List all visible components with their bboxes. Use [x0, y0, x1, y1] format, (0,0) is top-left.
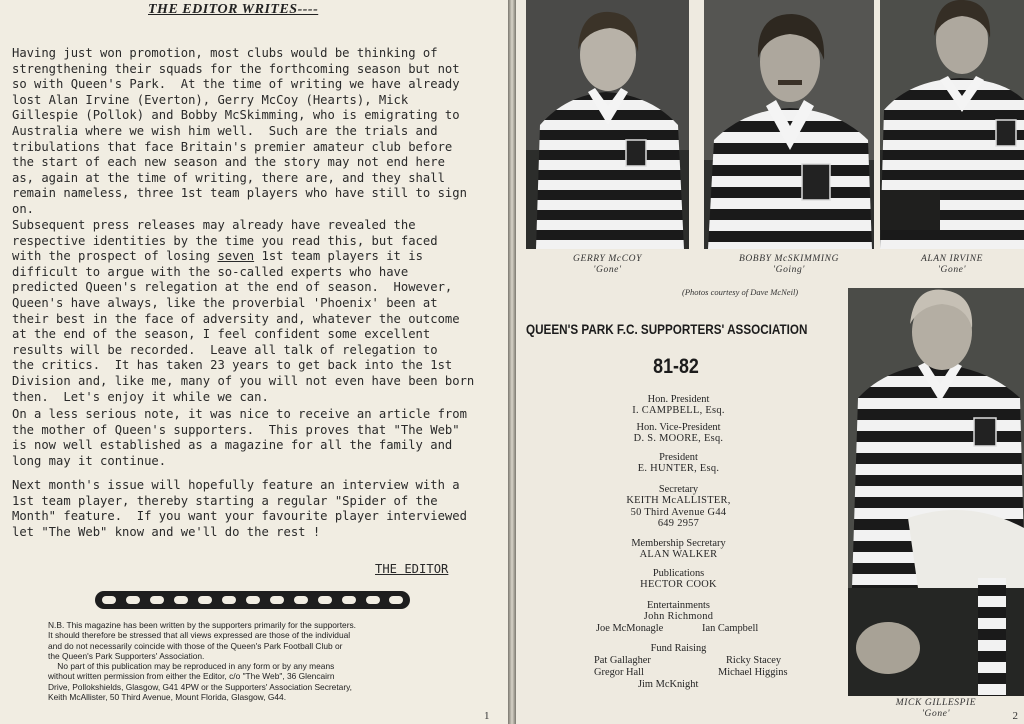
left-page: [0, 0, 508, 724]
paragraph-2-end: 1st team players it is difficult to argue with the so-called experts who have predicted Queen's relegation at the end of season. However, Queen's have always, like the proverbial 'Phoenix' been at their best in the face of adversity and, whatever the outcome at the end of the season, I feel confident some excellent results will be recorded. Leave all talk of relegation to the critics. It has taken 23 years to get back into the 1st Division and, like me, many of you will not even have been born then. Let's enjoy it while we can.: [12, 249, 475, 404]
entertainments-role: Entertainments: [647, 600, 710, 611]
secretary-address: 50 Third Avenue G44: [630, 506, 727, 518]
emphasis-seven: seven: [217, 249, 255, 264]
editorial-paragraph-2: [12, 218, 474, 405]
fund-raising-member-1: Pat Gallagher: [594, 655, 651, 666]
fund-raising-member-3: Gregor Hall: [594, 667, 644, 678]
officer-role: Secretary: [658, 484, 699, 495]
caption-bobby-mcskimming: [704, 254, 874, 276]
page-number-right: 2: [1012, 710, 1018, 722]
chain-divider: [95, 589, 410, 611]
editor-signature: THE EDITOR: [375, 562, 449, 576]
officer-secretary: [526, 484, 831, 530]
right-page: [516, 0, 1024, 724]
officer-hon-vice-president: [526, 422, 831, 445]
officer-name: I. CAMPBELL, Esq.: [632, 405, 725, 417]
entertainments-member-2: Joe McMonagle: [596, 623, 664, 634]
entertainments-member-1: John Richmond: [643, 611, 714, 623]
caption-name: BOBBY McSKIMMING: [738, 254, 840, 264]
officer-publications: [526, 568, 831, 591]
officer-membership-secretary: [526, 538, 831, 561]
caption-alan-irvine: [880, 254, 1024, 276]
season-label: 81-82: [653, 355, 699, 378]
officer-role: Membership Secretary: [631, 538, 726, 549]
spine-gutter: [508, 0, 516, 724]
officer-role: Publications: [652, 568, 705, 579]
caption-name: MICK GILLESPIE: [895, 698, 977, 708]
photo-gerry-mccoy: [526, 0, 689, 249]
officer-name: D. S. MOORE, Esq.: [633, 433, 724, 445]
photo-courtesy: (Photos courtesy of Dave McNeil): [682, 287, 799, 297]
caption-status: 'Gone': [593, 265, 622, 275]
caption-status: 'Gone': [937, 265, 967, 275]
officer-name: HECTOR COOK: [640, 579, 717, 591]
entertainments-member-3: Ian Campbell: [702, 623, 759, 634]
photo-alan-irvine: [880, 0, 1024, 249]
officer-role: Hon. Vice-President: [636, 422, 721, 433]
caption-mick-gillespie: [848, 698, 1024, 720]
officer-president: [526, 452, 831, 475]
editorial-paragraph-3: On a less serious note, it was nice to receive an article from the mother of Queen's supporters. This proves that "The Web" is now well established as a magazine for all the family and long may it continue.: [12, 407, 467, 468]
officer-role: President: [659, 452, 698, 463]
association-title: QUEEN'S PARK F.C. SUPPORTERS' ASSOCIATION: [526, 322, 808, 337]
officer-name: E. HUNTER, Esq.: [637, 463, 720, 475]
fund-raising-member-5: Jim McKnight: [638, 679, 699, 690]
photo-bobby-mcskimming: [704, 0, 874, 249]
editorial-paragraph-1: Having just won promotion, most clubs would be thinking of strengthening their squads for the forthcoming season but not so with Queen's Park. At the time of writing we have already lost Alan Irvine (Everton), Gerry McCoy (Hearts), Mick Gillespie (Pollok) and Bobby McSkimming, who is emigrating to Australia where we wish him well. Such are the trials and tribulations that face Britain's premier amateur club before the start of each new season and the story may not end here as, again at the time of writing, there are, and they shall remain nameless, three 1st team players who have still to sign on.: [12, 46, 467, 216]
officer-hon-president: [526, 394, 831, 417]
page-number-left: 1: [484, 710, 490, 722]
editor-heading: THE EDITOR WRITES----: [148, 2, 319, 17]
fund-raising-member-2: Ricky Stacey: [726, 655, 782, 666]
caption-name: GERRY McCOY: [573, 254, 642, 264]
entertainments-heading: [526, 600, 831, 623]
caption-status: 'Going': [772, 265, 805, 275]
fund-raising-member-4: Michael Higgins: [718, 667, 788, 678]
photo-mick-gillespie: [848, 288, 1024, 696]
paragraph-2-start: Subsequent press releases may already have revealed the respective identities by the time you read this, but faced with the prospect of losing: [12, 218, 438, 264]
officer-name: KEITH McALLISTER,: [626, 495, 731, 507]
caption-gerry-mccoy: [526, 254, 689, 276]
disclaimer-note: N.B. This magazine has been written by the supporters primarily for the supporters. It should therefore be stressed that all views expressed are those of the individual and do not necessarily coincide with those of the Queen's Park Football Club or the Queen's Park Supporters' Association. No part of this publication may be reproduced in any form or by any means without written permission from either the Editor, c/o "The Web", 36 Glencairn Drive, Pollokshields, Glasgow, G41 4PW or the Supporters' Association Secretary, Keith McAllister, 50 Third Avenue, Mount Florida, Glasgow, G44.: [48, 620, 357, 703]
secretary-phone: 649 2957: [657, 518, 700, 530]
fund-raising-heading: [526, 643, 831, 654]
officer-role: Hon. President: [647, 394, 710, 405]
officer-name: ALAN WALKER: [639, 549, 718, 561]
caption-status: 'Gone': [921, 709, 951, 719]
caption-name: ALAN IRVINE: [920, 254, 984, 264]
editorial-paragraph-4: Next month's issue will hopefully feature an interview with a 1st team player, thereby starting a regular "Spider of the Month" feature. If you want your favourite player interviewed let "The Web" know and we'll do the rest !: [12, 478, 467, 539]
fund-raising-role: Fund Raising: [650, 643, 707, 654]
